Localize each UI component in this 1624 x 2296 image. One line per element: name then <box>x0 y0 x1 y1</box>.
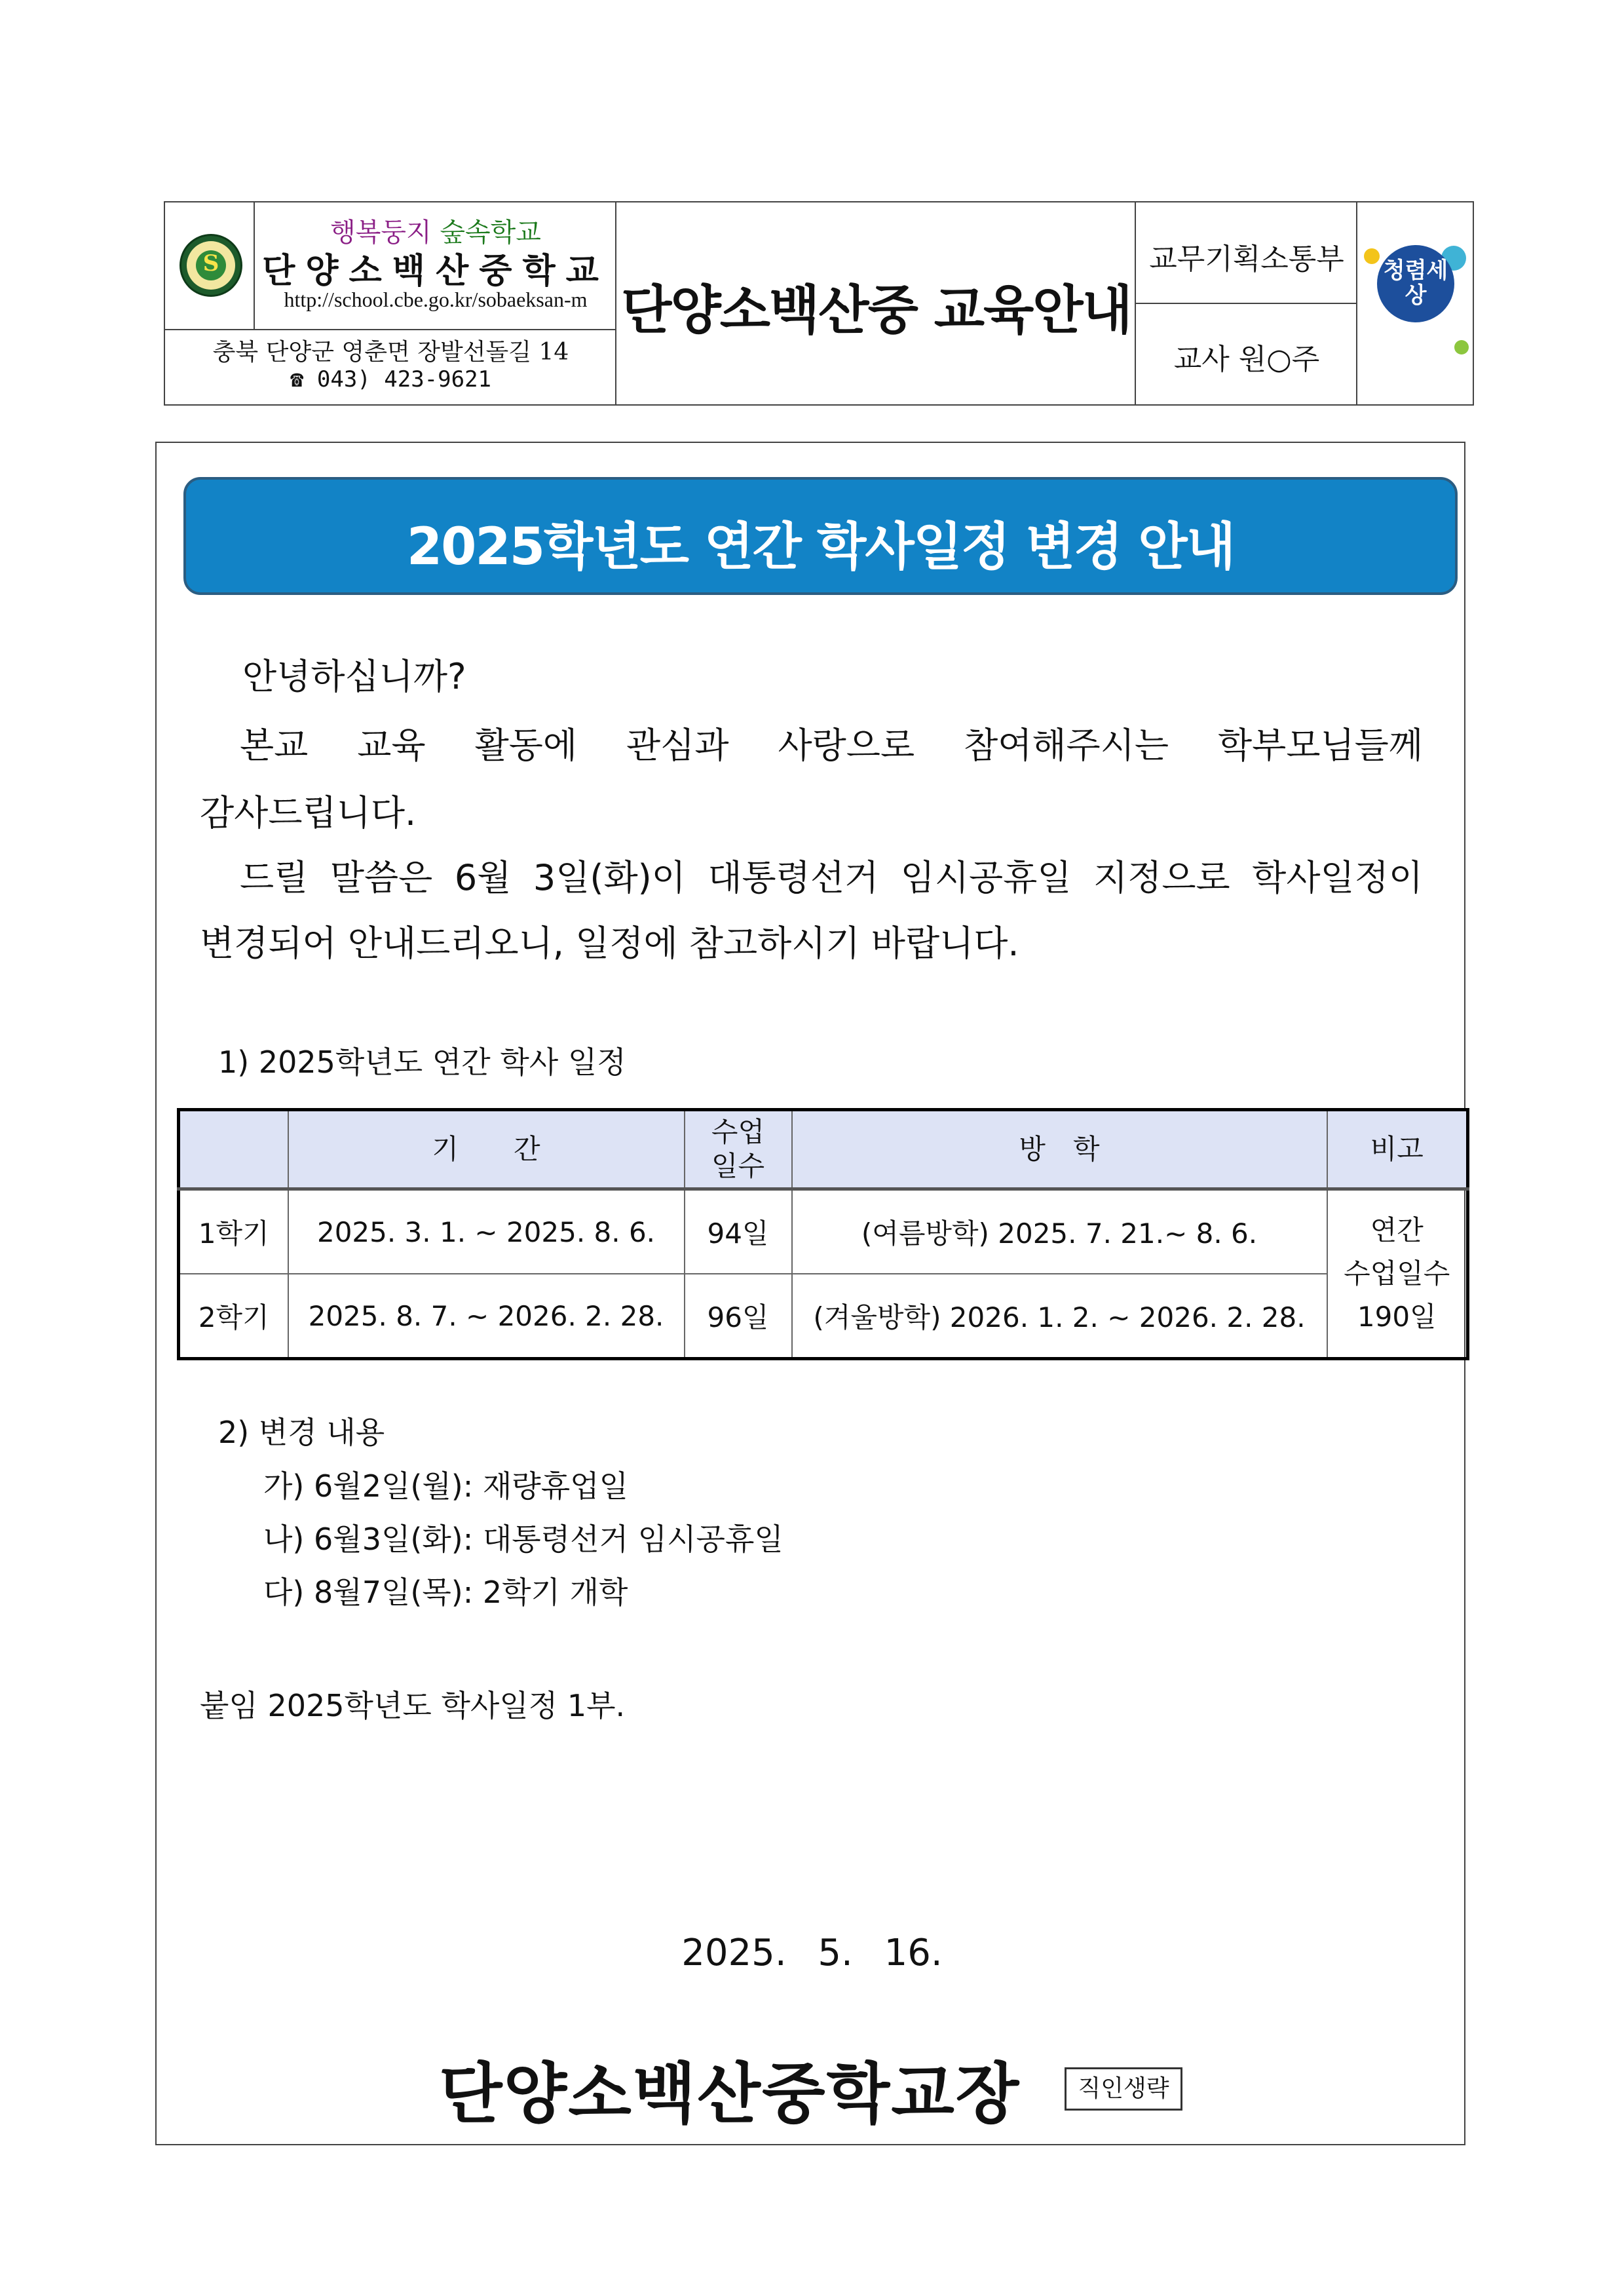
header-term <box>179 1110 288 1189</box>
school-address: 충북 단양군 영춘면 장발선돌길 14 <box>212 339 569 366</box>
section-2-heading: 2) 변경 내용 <box>218 1415 385 1450</box>
section-1-heading: 1) 2025학년도 연간 학사 일정 <box>218 1044 626 1080</box>
document-date: 2025. 5. 16. <box>681 1932 943 1974</box>
department-cell <box>1136 202 1357 304</box>
cell-period: 2025. 8. 7. ~ 2026. 2. 28. <box>288 1274 685 1359</box>
school-info <box>255 202 616 330</box>
cell-vacation: (겨울방학) 2026. 1. 2. ~ 2026. 2. 28. <box>792 1274 1327 1359</box>
paragraph-2-line-1: 드릴 말씀은 6월 3일(화)이 대통령선거 임시공휴일 지정으로 학사일정이 <box>240 857 1423 898</box>
table-row <box>179 1274 1468 1359</box>
teacher-name: 교사 원○주 <box>1173 343 1320 376</box>
cell-period: 2025. 3. 1. ~ 2025. 8. 6. <box>288 1189 685 1274</box>
school-name: 단양소백산중학교 <box>262 251 609 291</box>
motto-part1: 행복둥지 <box>330 218 432 248</box>
document-header <box>164 201 1474 406</box>
change-item-1: 가) 6월2일(월): 재량휴업일 <box>263 1468 629 1504</box>
school-logo-icon: S <box>179 234 242 297</box>
cell-days: 96일 <box>685 1274 792 1359</box>
school-logo-cell <box>165 202 255 330</box>
integrity-emblem-icon <box>1377 245 1454 322</box>
header-days-line-1: 수업 <box>711 1116 765 1148</box>
paragraph-2-line-2: 변경되어 안내드리오니, 일정에 참고하시기 바랍니다. <box>200 923 1019 964</box>
header-title-cell <box>616 202 1136 404</box>
cell-term: 1학기 <box>179 1189 288 1274</box>
note-line-1: 연간 <box>1370 1214 1424 1246</box>
header-title: 단양소백산중 교육안내 <box>621 280 1131 341</box>
integrity-emblem <box>1357 202 1473 404</box>
header-note: 비고 <box>1327 1110 1468 1189</box>
cell-vacation: (여름방학) 2025. 7. 21.~ 8. 6. <box>792 1189 1327 1274</box>
cell-note <box>1327 1189 1468 1359</box>
table-header-row <box>179 1110 1468 1189</box>
change-item-2: 나) 6월3일(화): 대통령선거 임시공휴일 <box>263 1521 784 1557</box>
title-banner <box>183 477 1458 595</box>
school-url[interactable]: http://school.cbe.go.kr/sobaeksan-m <box>284 288 588 311</box>
teacher-cell <box>1136 304 1357 404</box>
banner-title: 2025학년도 연간 학사일정 변경 안내 <box>406 518 1235 577</box>
department-name: 교무기획소통부 <box>1149 242 1344 276</box>
attachment-note: 붙임 2025학년도 학사일정 1부. <box>200 1688 626 1723</box>
cell-term: 2학기 <box>179 1274 288 1359</box>
paragraph-1-line-1: 본교 교육 활동에 관심과 사랑으로 참여해주시는 학부모님들께 <box>240 725 1423 766</box>
paragraph-1-line-2: 감사드립니다. <box>200 792 417 833</box>
header-vacation: 방 학 <box>792 1110 1327 1189</box>
principal-signature: 단양소백산중학교장 <box>439 2055 1021 2132</box>
schedule-table <box>177 1108 1469 1360</box>
note-line-3: 190일 <box>1357 1301 1437 1333</box>
motto-part2: 숲속학교 <box>440 218 541 248</box>
change-item-3: 다) 8월7일(목): 2학기 개학 <box>263 1575 628 1610</box>
note-line-2: 수업일수 <box>1344 1257 1450 1290</box>
table-row <box>179 1189 1468 1274</box>
emblem-text: 청렴세상 <box>1383 258 1448 309</box>
greeting: 안녕하십니까? <box>242 656 466 697</box>
header-days <box>685 1110 792 1189</box>
school-phone: ☎ 043) 423-9621 <box>290 366 492 392</box>
header-days-line-2: 일수 <box>711 1150 765 1182</box>
header-period: 기 간 <box>288 1110 685 1189</box>
seal-omitted-stamp: 직인생략 <box>1065 2067 1182 2111</box>
cell-days: 94일 <box>685 1189 792 1274</box>
